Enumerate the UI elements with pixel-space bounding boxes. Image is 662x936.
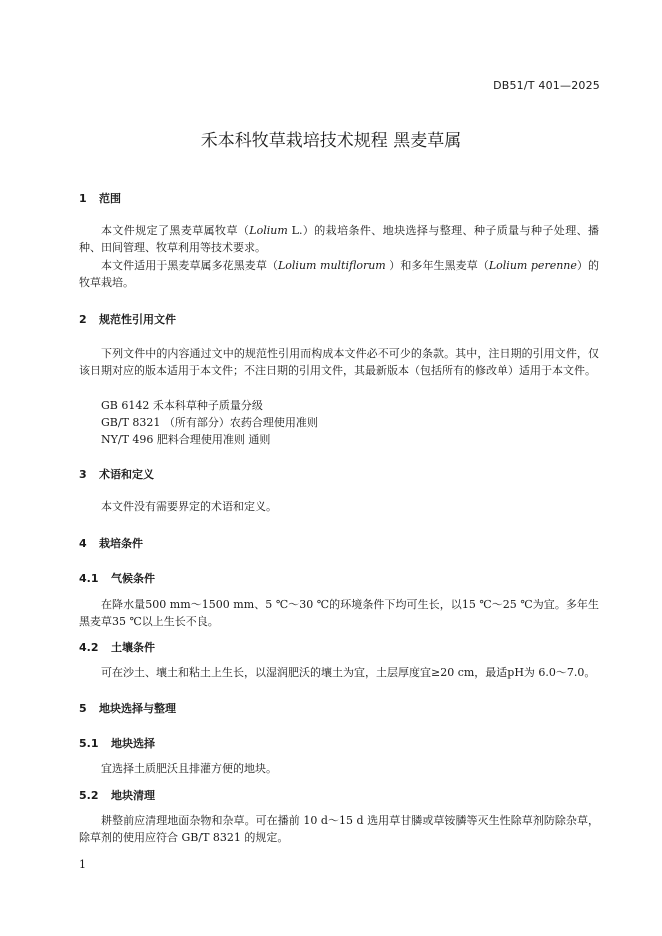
section-title: 土壤条件 [111,641,155,654]
section-title: 地块清理 [111,789,155,802]
section-title: 术语和定义 [99,468,154,481]
section-2-heading [79,311,176,327]
subsection-5-2-heading [79,787,155,803]
subsection-5-1-heading [79,735,155,751]
subsection-4-1-heading [79,570,155,586]
text-run: 本文件规定了黑麦草属牧草（ [101,224,250,237]
reference-item: GB/T 8321 （所有部分）农药合理使用准则 [101,416,318,429]
paragraph: 在降水量500 mm～1500 mm、5 ℃～30 ℃的环境条件下均可生长，以15 ℃～25 ℃为宜。多年生黑麦草35 ℃以上生长不良。 [79,598,599,628]
paragraph: 本文件没有需要界定的术语和定义。 [101,500,277,513]
text-run: 本文件适用于黑麦草属多花黑麦草（ [101,259,278,272]
section-number: 2 [79,313,87,326]
text-run: ）和多年生黑麦草（ [389,259,489,272]
section-number: 4.1 [79,572,99,585]
italic-text: Lolium [249,224,288,237]
section-title: 栽培条件 [99,537,143,550]
section-number: 1 [79,192,87,205]
document-title: 禾本科牧草栽培技术规程 黑麦草属 [200,131,462,151]
section-title: 规范性引用文件 [99,313,176,326]
section-number: 4 [79,537,87,550]
section-number: 5.2 [79,789,99,802]
section-number: 5 [79,702,87,715]
section-title: 地块选择与整理 [99,702,176,715]
paragraph: 耕整前应清理地面杂物和杂草。可在播前 10 d～15 d 选用草甘膦或草铵膦等灭生性除草剂防除杂草，除草剂的使用应符合 GB/T 8321 的规定。 [79,814,599,844]
section-4-heading [79,535,143,551]
section-1-heading [79,190,121,206]
paragraph [79,257,599,291]
document-id: DB51/T 401—2025 [493,79,600,92]
section-title: 地块选择 [111,737,155,750]
section-title: 气候条件 [111,572,155,585]
section-number: 4.2 [79,641,99,654]
text-run: L.）的栽培条件、地块选择与整理、种子质量与种子处理、播种、田间管理、牧草利用等技术要求。 [79,224,600,254]
italic-text: Lolium multiflorum [277,259,390,272]
section-5-heading [79,700,176,716]
paragraph: 宜选择土质肥沃且排灌方便的地块。 [101,762,277,775]
subsection-4-2-heading [79,639,155,655]
reference-item: GB 6142 禾本科草种子质量分级 [101,399,263,412]
section-title: 范围 [99,192,121,205]
section-3-heading [79,466,154,482]
paragraph [79,222,599,256]
reference-item: NY/T 496 肥料合理使用准则 通则 [101,433,271,446]
page-number: 1 [79,858,86,871]
paragraph: 可在沙土、壤土和粘土上生长，以湿润肥沃的壤土为宜，土层厚度宜≥20 cm，最适pH为 6.0～7.0。 [101,666,596,679]
paragraph: 下列文件中的内容通过文中的规范性引用而构成本文件必不可少的条款。其中，注日期的引用文件，仅该日期对应的版本适用于本文件；不注日期的引用文件，其最新版本（包括所有的修改单）适用于本文件。 [79,347,599,377]
text-run: ）的牧草栽培。 [79,259,600,289]
section-number: 5.1 [79,737,99,750]
italic-text: Lolium perenne [488,259,577,272]
section-number: 3 [79,468,87,481]
